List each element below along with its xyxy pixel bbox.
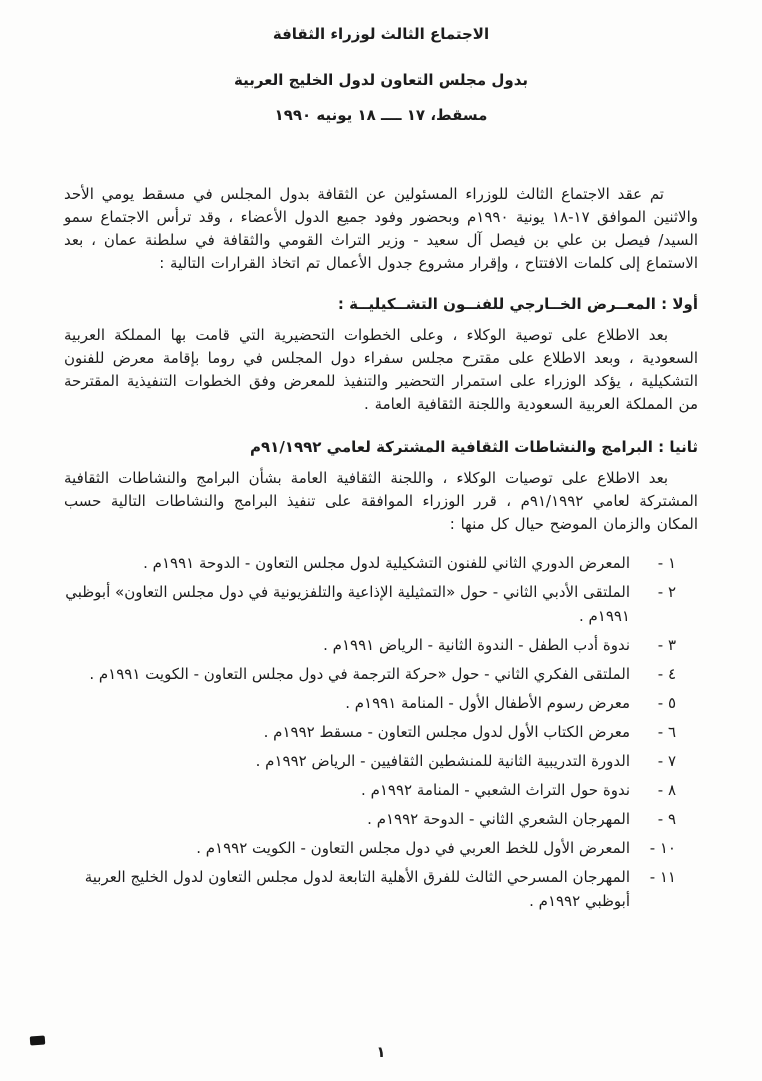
program-list — [64, 551, 698, 913]
list-item — [64, 865, 676, 913]
item-number: ١ - — [657, 554, 676, 572]
section2-body: بعد الاطلاع على توصيات الوكلاء ، واللجنة الثقافية العامة بشأن البرامج والنشاطات الثقافية المشتركة لعامي ٩١/١٩٩٢م ، قرر الوزراء الموافقة على تنفيذ البرامج والنشاطات التالية حسب المكان والزمان الموضح حيال كل منها : — [64, 469, 698, 533]
list-item — [64, 633, 676, 657]
item-text: المهرجان الشعري الثاني - الدوحة ١٩٩٢م . — [367, 810, 630, 828]
list-item — [64, 749, 676, 773]
item-text: المعرض الدوري الثاني للفنون التشكيلية لدول مجلس التعاون - الدوحة ١٩٩١م . — [143, 554, 630, 572]
section-second — [64, 436, 698, 913]
list-item — [64, 662, 676, 686]
item-text: ندوة أدب الطفل - الندوة الثانية - الرياض ١٩٩١م . — [323, 636, 630, 654]
list-item — [64, 836, 676, 860]
document-title-line1: الاجتماع الثالث لوزراء الثقافة — [272, 25, 490, 43]
list-item — [64, 807, 676, 831]
item-number: ٩ - — [657, 810, 676, 828]
list-item — [64, 551, 676, 575]
item-number: ٥ - — [657, 694, 676, 712]
item-text: المهرجان المسرحي الثالث للفرق الأهلية التابعة لدول مجلس التعاون لدول الخليج العربية أبوظبي ١٩٩٢م . — [84, 868, 630, 910]
item-text: ندوة حول التراث الشعبي - المنامة ١٩٩٢م . — [361, 781, 630, 799]
item-number: ٢ - — [657, 583, 676, 601]
item-number: ٣ - — [657, 636, 676, 654]
section-first — [64, 293, 698, 416]
section2-heading: ثانيا : البرامج والنشاطات الثقافية المشتركة لعامي ٩١/١٩٩٢م — [250, 438, 698, 456]
section1-heading: أولا : المعــرض الخــارجي للفنــون التشــكيليــة : — [337, 295, 698, 313]
item-text: معرض رسوم الأطفال الأول - المنامة ١٩٩١م . — [345, 694, 630, 712]
item-number: ٦ - — [657, 723, 676, 741]
document-header — [64, 24, 698, 90]
item-text: الدورة التدريبية الثانية للمنشطين الثقافيين - الرياض ١٩٩٢م . — [255, 752, 630, 770]
document-date-line: مسقط، ١٧ ــــ ١٨ يونيه ١٩٩٠ — [274, 106, 488, 124]
list-item — [64, 580, 676, 628]
item-text: معرض الكتاب الأول لدول مجلس التعاون - مسقط ١٩٩٢م . — [263, 723, 630, 741]
document-title-line2: بدول مجلس التعاون لدول الخليج العربية — [234, 71, 528, 89]
item-number: ٧ - — [657, 752, 676, 770]
page-number: ١ — [376, 1043, 386, 1061]
list-item — [64, 691, 676, 715]
item-text: الملتقى الأدبي الثاني - حول «التمثيلية الإذاعية والتلفزيونية في دول مجلس التعاون» أبوظبي ١٩٩١م . — [65, 583, 630, 625]
item-number: ٨ - — [657, 781, 676, 799]
item-text: المعرض الأول للخط العربي في دول مجلس التعاون - الكويت ١٩٩٢م . — [196, 839, 630, 857]
list-item — [64, 778, 676, 802]
item-number: ١٠ - — [649, 839, 676, 857]
item-number: ١١ - — [649, 868, 676, 886]
item-number: ٤ - — [657, 665, 676, 683]
list-item — [64, 720, 676, 744]
item-text: الملتقى الفكري الثاني - حول «حركة الترجمة في دول مجلس التعاون - الكويت ١٩٩١م . — [89, 665, 630, 683]
intro-paragraph: تم عقد الاجتماع الثالث للوزراء المسئولين عن الثقافة بدول المجلس في مسقط يومي الأحد والاثنين الموافق ١٧-١٨ يونية ١٩٩٠م وبحضور وفود جميع الدول الأعضاء ، وقد ترأس الاجتماع سمو السيد/ فيصل بن علي بن فيصل آل سعيد - وزير التراث القومي والثقافة في سلطنة عمان ، بعد الاستماع إلى كلمات الافتتاح ، وإقرار مشروع جدول الأعمال تم اتخاذ القرارات التالية : — [64, 185, 699, 272]
section1-body: بعد الاطلاع على توصية الوكلاء ، وعلى الخطوات التحضيرية التي قامت بها المملكة العربية السعودية ، وبعد الاطلاع على مقترح مجلس سفراء دول المجلس في روما بإقامة معرض للفنون التشكيلية ، يؤكد الوزراء على استمرار التحضير والتنفيذ للمعرض وفق الخطوات التنفيذية المقترحة من المملكة العربية السعودية واللجنة الثقافية العامة . — [64, 326, 698, 413]
